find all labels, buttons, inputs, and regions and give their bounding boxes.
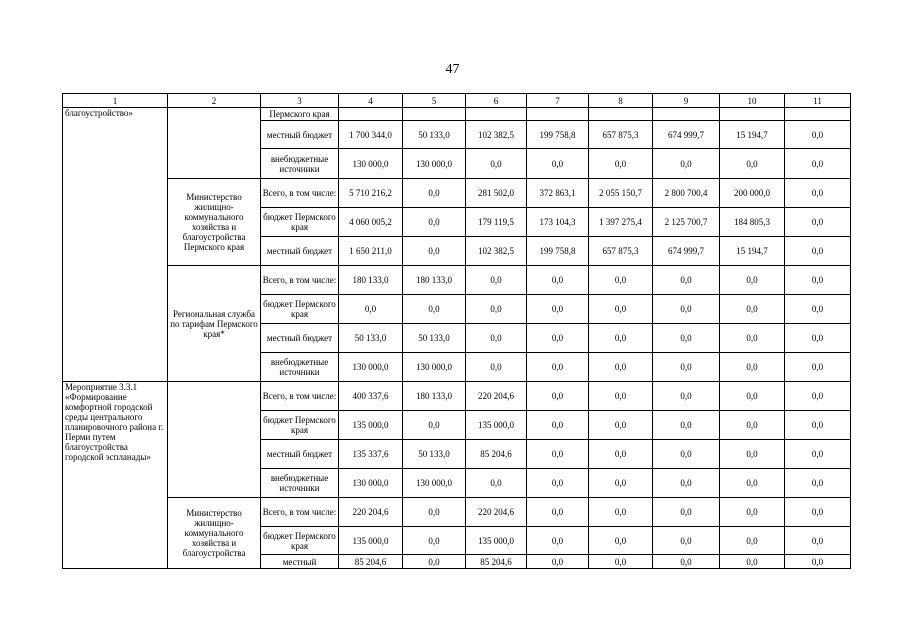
amount-cell: 0,0 [720, 527, 785, 555]
amount-cell [653, 108, 720, 121]
amount-cell: 0,0 [653, 382, 720, 411]
amount-cell: 0,0 [466, 324, 527, 353]
amount-cell: 0,0 [589, 527, 653, 555]
amount-cell: 0,0 [527, 411, 589, 440]
amount-cell: 2 055 150,7 [589, 179, 653, 208]
table-row [63, 498, 851, 527]
amount-cell: 0,0 [720, 469, 785, 498]
amount-cell [720, 108, 785, 121]
amount-cell: 0,0 [653, 149, 720, 179]
amount-cell: 0,0 [653, 353, 720, 382]
responsible-service: Региональная служба по тарифам Пермского края* [168, 266, 261, 382]
amount-cell: 102 382,5 [466, 237, 527, 266]
amount-cell: 0,0 [589, 295, 653, 324]
amount-cell: 50 133,0 [403, 121, 466, 149]
amount-cell: 0,0 [785, 411, 851, 440]
amount-cell: 0,0 [785, 179, 851, 208]
amount-cell: 199 758,8 [527, 237, 589, 266]
amount-cell: 0,0 [589, 382, 653, 411]
amount-cell: 0,0 [466, 295, 527, 324]
amount-cell [403, 108, 466, 121]
amount-cell: 0,0 [527, 527, 589, 555]
measure-name-cell: Мероприятие 3.3.1 «Формирование комфортной городской среды центрального планировочного района г. Перми путем благоустройства городской эспланады» [63, 382, 168, 569]
amount-cell: 0,0 [527, 324, 589, 353]
amount-cell: 0,0 [466, 353, 527, 382]
funding-source-cell: бюджет Пермского края [261, 411, 339, 440]
amount-cell: 199 758,8 [527, 121, 589, 149]
table-row [63, 179, 851, 208]
amount-cell: 130 000,0 [339, 469, 403, 498]
funding-source-cell: Пермского края [261, 108, 339, 121]
header-cell: 9 [653, 94, 720, 108]
amount-cell: 0,0 [466, 266, 527, 295]
amount-cell: 0,0 [653, 324, 720, 353]
amount-cell: 130 000,0 [339, 353, 403, 382]
amount-cell: 0,0 [785, 555, 851, 569]
amount-cell: 0,0 [785, 295, 851, 324]
amount-cell: 0,0 [466, 469, 527, 498]
amount-cell: 657 875,3 [589, 121, 653, 149]
amount-cell [527, 108, 589, 121]
amount-cell: 0,0 [527, 555, 589, 569]
amount-cell: 102 382,5 [466, 121, 527, 149]
funding-source-cell: бюджет Пермского края [261, 527, 339, 555]
funding-source-cell: бюджет Пермского края [261, 295, 339, 324]
amount-cell: 0,0 [589, 411, 653, 440]
amount-cell: 0,0 [785, 324, 851, 353]
amount-cell: 0,0 [589, 555, 653, 569]
program-financing-table [62, 93, 851, 569]
funding-source-cell: Всего, в том числе: [261, 179, 339, 208]
funding-source-cell: местный бюджет [261, 121, 339, 149]
header-cell: 2 [168, 94, 261, 108]
amount-cell: 0,0 [403, 527, 466, 555]
amount-cell: 657 875,3 [589, 237, 653, 266]
amount-cell: 0,0 [466, 149, 527, 179]
header-cell: 7 [527, 94, 589, 108]
amount-cell: 0,0 [653, 411, 720, 440]
amount-cell: 0,0 [527, 295, 589, 324]
header-cell: 6 [466, 94, 527, 108]
amount-cell [466, 108, 527, 121]
amount-cell: 184 805,3 [720, 208, 785, 237]
funding-source-cell: внебюджетные источники [261, 149, 339, 179]
header-cell: 4 [339, 94, 403, 108]
responsible-ministry: Министерство жилищно-коммунального хозяйства и благоустройства [168, 498, 261, 569]
amount-cell: 0,0 [589, 149, 653, 179]
amount-cell: 0,0 [785, 498, 851, 527]
amount-cell: 0,0 [785, 469, 851, 498]
amount-cell: 15 194,7 [720, 237, 785, 266]
amount-cell: 180 133,0 [339, 266, 403, 295]
amount-cell: 135 337,6 [339, 440, 403, 469]
amount-cell: 135 000,0 [466, 411, 527, 440]
amount-cell: 0,0 [653, 440, 720, 469]
header-cell: 10 [720, 94, 785, 108]
amount-cell: 0,0 [589, 266, 653, 295]
amount-cell: 0,0 [403, 555, 466, 569]
amount-cell: 0,0 [403, 179, 466, 208]
amount-cell: 1 650 211,0 [339, 237, 403, 266]
amount-cell: 220 204,6 [466, 382, 527, 411]
amount-cell: 50 133,0 [339, 324, 403, 353]
funding-source-cell: местный бюджет [261, 237, 339, 266]
amount-cell: 1 700 344,0 [339, 121, 403, 149]
amount-cell: 0,0 [527, 353, 589, 382]
amount-cell [785, 108, 851, 121]
page-number: 47 [445, 62, 460, 77]
amount-cell: 0,0 [589, 498, 653, 527]
amount-cell: 179 119,5 [466, 208, 527, 237]
amount-cell: 0,0 [527, 440, 589, 469]
amount-cell: 135 000,0 [466, 527, 527, 555]
funding-source-cell: местный бюджет [261, 324, 339, 353]
amount-cell: 220 204,6 [466, 498, 527, 527]
amount-cell: 0,0 [589, 353, 653, 382]
funding-source-cell: бюджет Пермского края [261, 208, 339, 237]
amount-cell: 0,0 [403, 498, 466, 527]
funding-source-cell: внебюджетные источники [261, 469, 339, 498]
amount-cell: 0,0 [589, 324, 653, 353]
executor-cell [168, 382, 261, 498]
table-row [63, 108, 851, 121]
header-cell: 3 [261, 94, 339, 108]
amount-cell: 85 204,6 [466, 440, 527, 469]
amount-cell: 400 337,6 [339, 382, 403, 411]
funding-source-cell: Всего, в том числе: [261, 266, 339, 295]
amount-cell: 130 000,0 [339, 149, 403, 179]
amount-cell: 2 800 700,4 [653, 179, 720, 208]
amount-cell: 4 060 005,2 [339, 208, 403, 237]
amount-cell: 0,0 [403, 295, 466, 324]
funding-source-cell: местный [261, 555, 339, 569]
amount-cell: 0,0 [527, 149, 589, 179]
amount-cell: 1 397 275,4 [589, 208, 653, 237]
amount-cell: 15 194,7 [720, 121, 785, 149]
amount-cell: 281 502,0 [466, 179, 527, 208]
amount-cell: 0,0 [785, 266, 851, 295]
table-row [63, 382, 851, 411]
amount-cell: 0,0 [785, 237, 851, 266]
amount-cell: 85 204,6 [466, 555, 527, 569]
amount-cell: 0,0 [653, 498, 720, 527]
header-row [63, 94, 851, 108]
funding-source-cell: внебюджетные источники [261, 353, 339, 382]
amount-cell: 0,0 [720, 440, 785, 469]
amount-cell: 200 000,0 [720, 179, 785, 208]
amount-cell: 0,0 [653, 469, 720, 498]
amount-cell: 0,0 [720, 295, 785, 324]
amount-cell: 0,0 [589, 469, 653, 498]
amount-cell: 135 000,0 [339, 411, 403, 440]
amount-cell: 0,0 [527, 266, 589, 295]
amount-cell: 0,0 [785, 149, 851, 179]
header-cell: 8 [589, 94, 653, 108]
amount-cell: 180 133,0 [403, 382, 466, 411]
amount-cell: 0,0 [720, 382, 785, 411]
amount-cell: 130 000,0 [403, 353, 466, 382]
amount-cell: 2 125 700,7 [653, 208, 720, 237]
amount-cell: 173 104,3 [527, 208, 589, 237]
amount-cell: 0,0 [785, 382, 851, 411]
amount-cell: 0,0 [720, 266, 785, 295]
header-cell: 5 [403, 94, 466, 108]
amount-cell: 0,0 [589, 440, 653, 469]
amount-cell: 0,0 [785, 353, 851, 382]
table-row [63, 266, 851, 295]
amount-cell: 50 133,0 [403, 324, 466, 353]
amount-cell: 85 204,6 [339, 555, 403, 569]
amount-cell: 0,0 [403, 411, 466, 440]
amount-cell: 0,0 [527, 469, 589, 498]
amount-cell: 0,0 [785, 208, 851, 237]
amount-cell: 0,0 [653, 266, 720, 295]
amount-cell: 0,0 [720, 324, 785, 353]
amount-cell: 0,0 [785, 527, 851, 555]
amount-cell: 0,0 [653, 527, 720, 555]
amount-cell: 0,0 [785, 121, 851, 149]
funding-source-cell: Всего, в том числе: [261, 498, 339, 527]
amount-cell: 0,0 [720, 353, 785, 382]
amount-cell [339, 108, 403, 121]
funding-source-cell: местный бюджет [261, 440, 339, 469]
amount-cell: 5 710 216,2 [339, 179, 403, 208]
amount-cell: 0,0 [527, 498, 589, 527]
amount-cell: 0,0 [653, 295, 720, 324]
amount-cell: 0,0 [403, 237, 466, 266]
amount-cell: 135 000,0 [339, 527, 403, 555]
header-cell: 1 [63, 94, 168, 108]
amount-cell: 180 133,0 [403, 266, 466, 295]
amount-cell: 0,0 [339, 295, 403, 324]
amount-cell: 0,0 [653, 555, 720, 569]
amount-cell: 0,0 [720, 498, 785, 527]
amount-cell: 0,0 [527, 382, 589, 411]
executor-cell [168, 108, 261, 179]
amount-cell: 0,0 [720, 149, 785, 179]
amount-cell: 130 000,0 [403, 149, 466, 179]
amount-cell: 0,0 [403, 208, 466, 237]
amount-cell: 50 133,0 [403, 440, 466, 469]
header-cell: 11 [785, 94, 851, 108]
amount-cell [589, 108, 653, 121]
amount-cell: 674 999,7 [653, 237, 720, 266]
funding-source-cell: Всего, в том числе: [261, 382, 339, 411]
amount-cell: 674 999,7 [653, 121, 720, 149]
amount-cell: 0,0 [720, 555, 785, 569]
amount-cell: 372 863,1 [527, 179, 589, 208]
amount-cell: 0,0 [720, 411, 785, 440]
measure-name-cell: благоустройство» [63, 108, 168, 382]
amount-cell: 130 000,0 [403, 469, 466, 498]
responsible-ministry: Министерство жилищно-коммунального хозяйства и благоустройства Пермского края [168, 179, 261, 266]
amount-cell: 220 204,6 [339, 498, 403, 527]
amount-cell: 0,0 [785, 440, 851, 469]
